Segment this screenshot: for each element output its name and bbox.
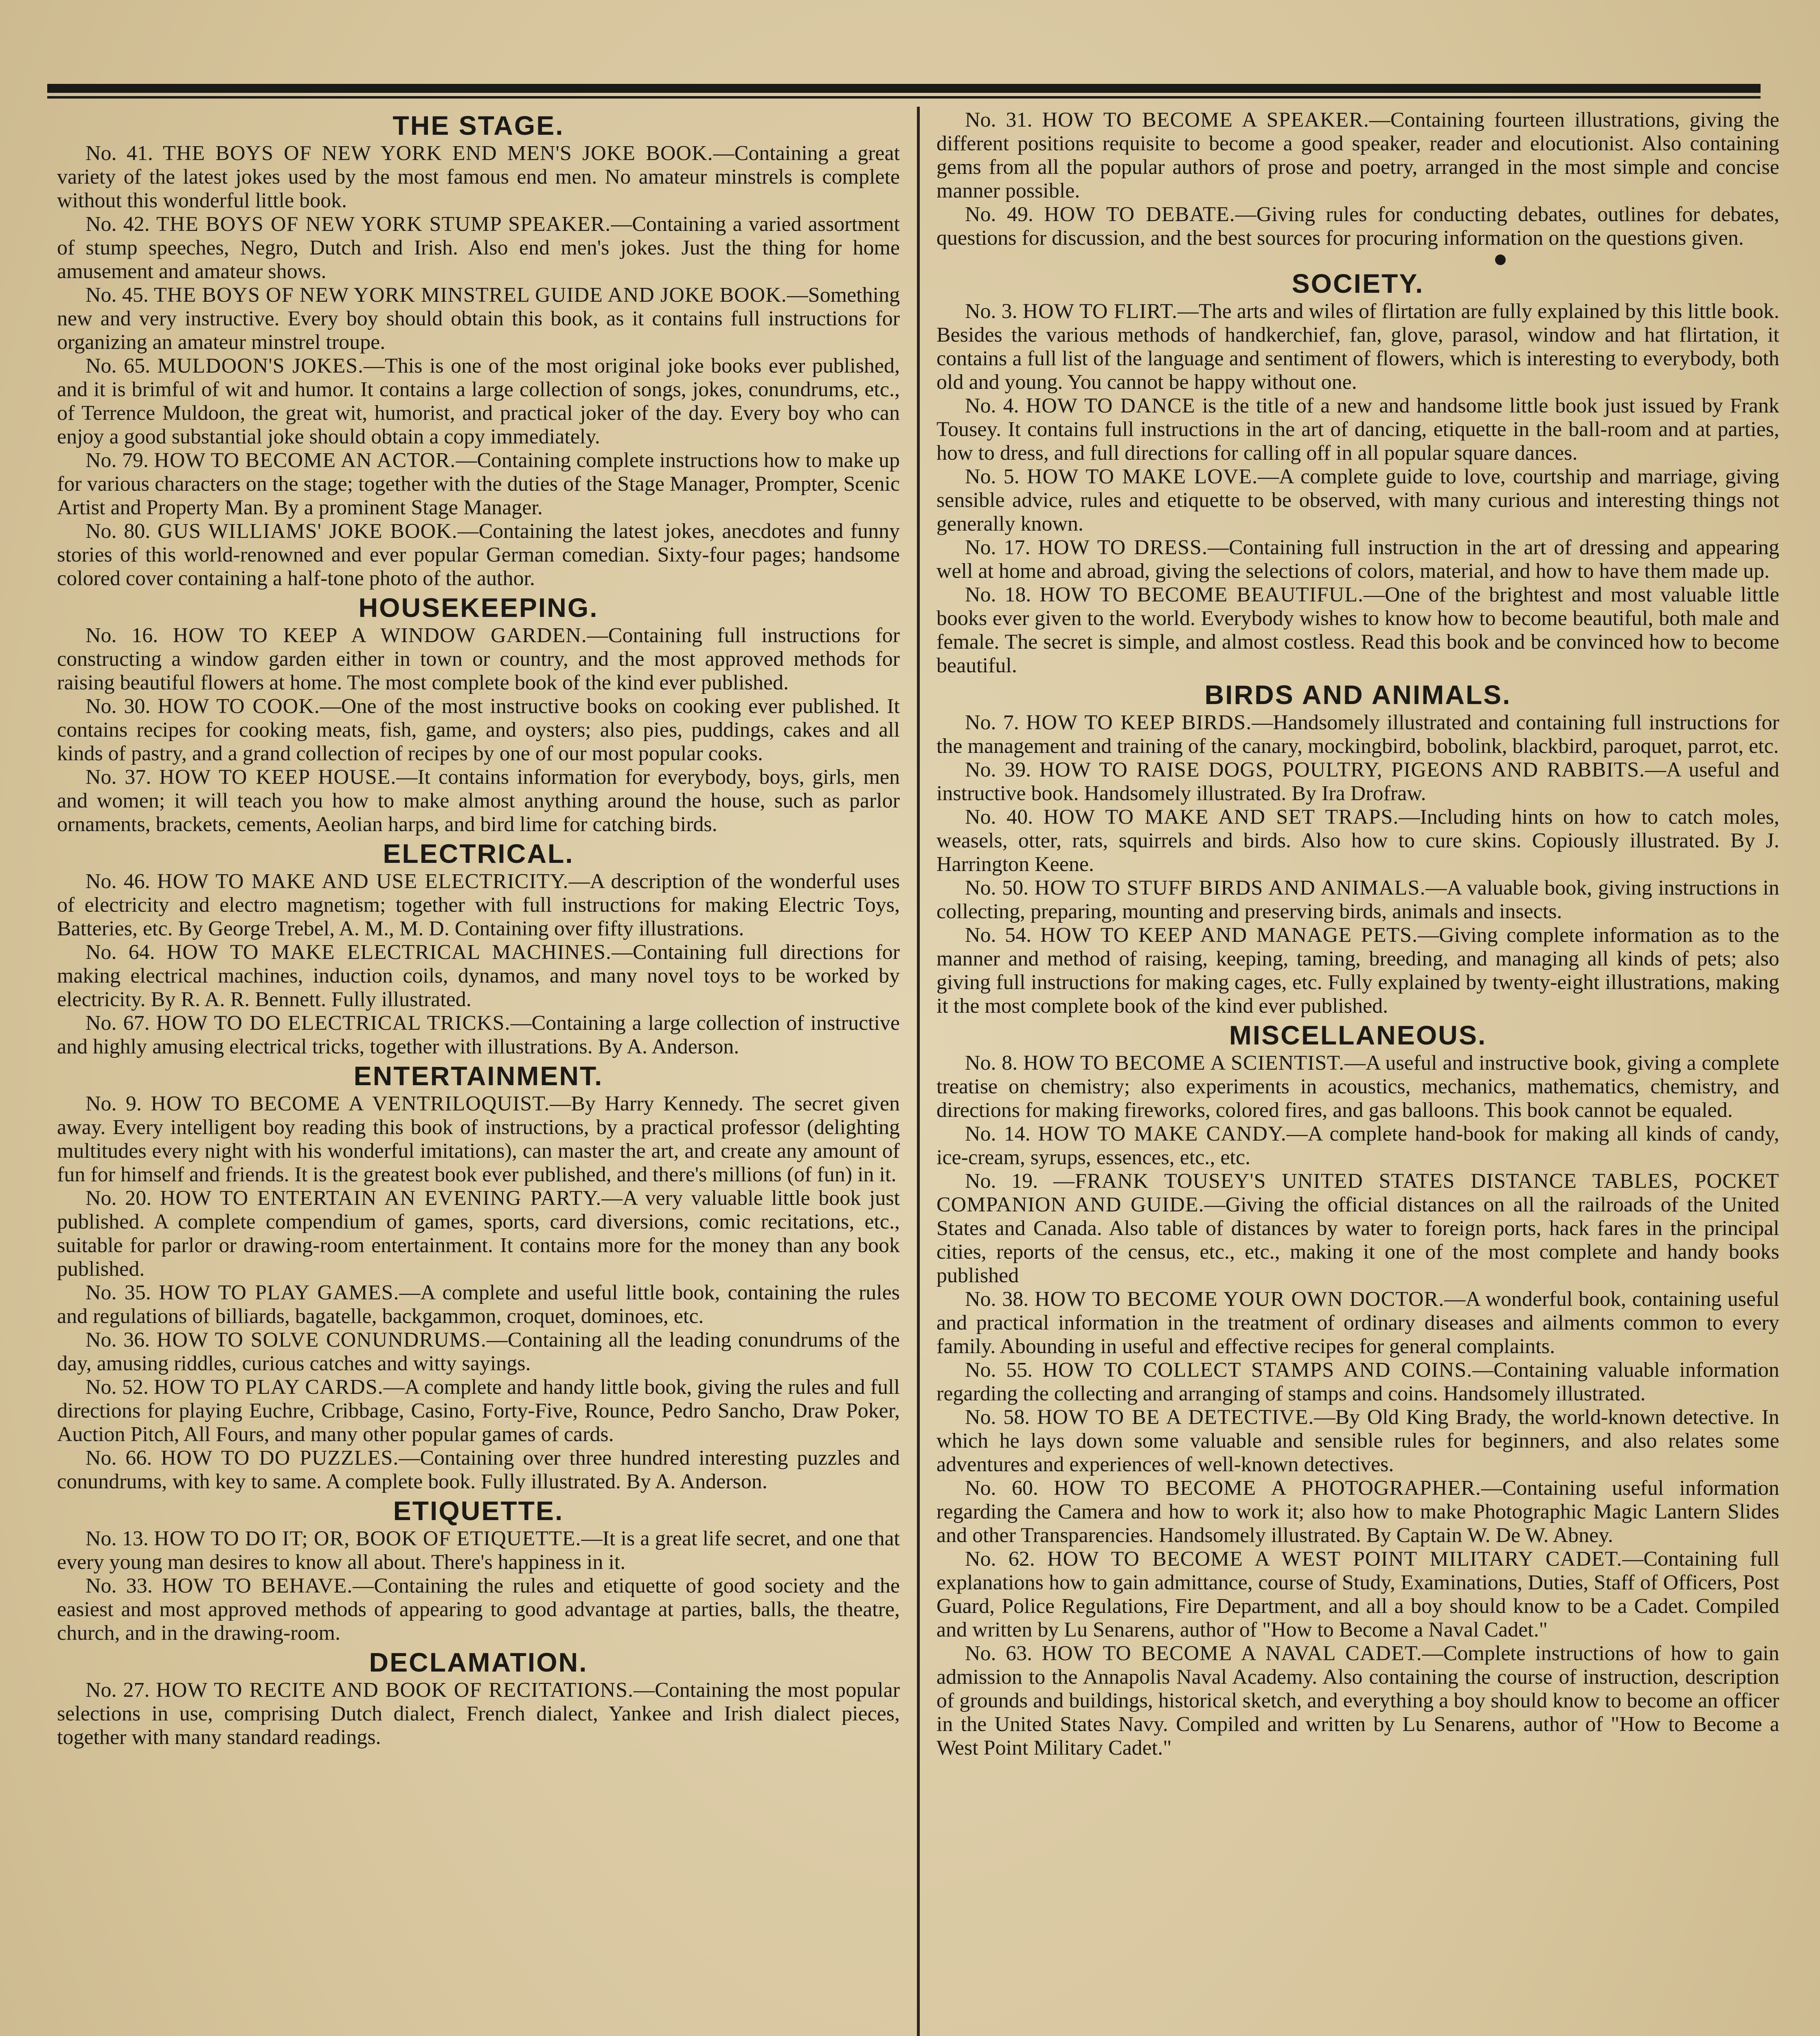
book-entry — [57, 1092, 900, 1187]
book-number: No. 5. — [965, 465, 1020, 488]
book-entry — [57, 624, 900, 695]
book-entry — [936, 1358, 1779, 1406]
book-title: HOW TO KEEP BIRDS. — [1026, 711, 1252, 734]
book-description: —A very valuable little book just published. A complete compendium of games, sports, card diversions, comic recitations, etc., suitable for parlor or drawing-room entertainment. It contains more for the money than any book published. — [57, 1187, 900, 1281]
book-title: HOW TO BECOME A PHOTOGRAPHER. — [1054, 1477, 1481, 1500]
book-entry — [57, 1328, 900, 1376]
book-number: No. 64. — [86, 941, 155, 964]
bullet-ornament — [936, 250, 1779, 266]
book-title: THE BOYS OF NEW YORK END MEN'S JOKE BOOK. — [162, 142, 713, 165]
book-description: —Containing full directions for making electrical machines, induction coils, dynamos, and many novel toys to be worked by electricity. By R. A. R. Bennett. Fully illustrated. — [57, 941, 900, 1011]
book-entry — [936, 1288, 1779, 1358]
book-description: —A useful and instructive book. Handsomely illustrated. By Ira Drofraw. — [936, 758, 1779, 805]
book-description: —A complete guide to love, courtship and marriage, giving sensible advice, rules and etiquette to be observed, with many curious and interesting things not generally known. — [936, 465, 1779, 535]
book-entry — [57, 1574, 900, 1645]
section-title-etiquette: ETIQUETTE. — [393, 1496, 564, 1526]
book-entry — [57, 520, 900, 590]
book-number: No. 8. — [965, 1051, 1018, 1075]
book-number: No. 16. — [86, 624, 158, 647]
book-entry — [936, 1477, 1779, 1547]
top-rule-thin — [47, 96, 1761, 99]
book-title: HOW TO RECITE AND BOOK OF RECITATIONS. — [156, 1678, 634, 1702]
book-entry — [936, 1547, 1779, 1642]
top-rule-thick — [47, 84, 1761, 93]
book-description: —Containing a varied assortment of stump speeches, Negro, Dutch and Irish. Also end men's jokes. Just the thing for home amusement and amateur shows. — [57, 213, 900, 283]
book-description: —Containing the rules and etiquette of good society and the easiest and most approved methods of appearing to good advantage at parties, balls, the theatre, church, and in the drawing-room. — [57, 1574, 900, 1645]
book-description: —A wonderful book, containing useful and practical information in the treatment of ordinary diseases and ailments common to every family. Abounding in useful and effective recipes for general complaints. — [936, 1288, 1779, 1358]
book-title: HOW TO MAKE AND USE ELECTRICITY. — [157, 870, 569, 893]
section-title-society: SOCIETY. — [1292, 268, 1424, 298]
book-number: No. 58. — [965, 1406, 1030, 1429]
book-description: —A description of the wonderful uses of electricity and electro magnetism; together with full instructions for making Electric Toys, Batteries, etc. By George Trebel, A. M., M. D. Containing over fifty illustrations. — [57, 870, 900, 940]
book-title: HOW TO BECOME A VENTRILOQUIST. — [151, 1092, 550, 1115]
book-title: HOW TO BE A DETECTIVE. — [1037, 1406, 1314, 1429]
book-number: No. 36. — [86, 1328, 150, 1351]
book-entry — [936, 805, 1779, 876]
book-entry — [936, 203, 1779, 250]
book-description: —Containing valuable information regarding the collecting and arranging of stamps and coins. Handsomely illustrated. — [936, 1358, 1779, 1405]
book-number: No. 19. — [965, 1169, 1038, 1193]
book-number: No. 39. — [965, 758, 1031, 781]
book-description: —A complete and handy little book, giving the rules and full directions for playing Euchre, Cribbage, Casino, Forty-Five, Rounce, Pedro Sancho, Draw Poker, Auction Pitch, All Fours, and many other popular games of cards. — [57, 1376, 900, 1446]
book-title: HOW TO DANCE — [1026, 394, 1195, 417]
book-description: —By Old King Brady, the world-known detective. In which he lays down some valuable and sensible rules for beginners, and also relates some adventures and experiences of well-known detectives. — [936, 1406, 1779, 1476]
book-entry — [57, 941, 900, 1011]
book-title: HOW TO COLLECT STAMPS AND COINS. — [1042, 1358, 1473, 1382]
book-entry — [936, 924, 1779, 1018]
book-title: GUS WILLIAMS' JOKE BOOK. — [157, 520, 458, 543]
book-number: No. 35. — [86, 1281, 151, 1304]
book-number: No. 20. — [86, 1187, 152, 1210]
book-title: MULDOON'S JOKES. — [157, 354, 364, 377]
book-description: —Containing full explanations how to gain admittance, course of Study, Examinations, Duties, Staff of Officers, Post Guard, Police Regulations, Fire Department, and all a boy should know to be a Cadet. Compiled and written by Lu Senarens, author of "How to Become a Naval Cadet." — [936, 1547, 1779, 1641]
book-entry — [936, 465, 1779, 536]
right-column — [936, 108, 1779, 2036]
book-description: —Containing over three hundred interesting puzzles and conundrums, with key to same. A complete book. Fully illustrated. By A. Anderson. — [57, 1446, 900, 1493]
book-number: No. 33. — [86, 1574, 153, 1597]
book-description: —Complete instructions of how to gain admission to the Annapolis Naval Academy. Also containing the course of instruction, description of grounds and buildings, historical sketch, and everything a boy should know to become an officer in the United States Navy. Compiled and written by Lu Senarens, author of "How to Become a West Point Military Cadet." — [936, 1642, 1779, 1760]
book-title: HOW TO DRESS. — [1038, 536, 1208, 559]
section-title-declamation: DECLAMATION. — [369, 1647, 588, 1677]
book-title: HOW TO DO PUZZLES. — [161, 1446, 399, 1470]
book-title: THE BOYS OF NEW YORK STUMP SPEAKER. — [156, 213, 611, 236]
book-title: HOW TO BECOME YOUR OWN DOCTOR. — [1034, 1288, 1445, 1311]
book-number: No. 18. — [965, 583, 1031, 606]
book-description: —A complete and useful little book, containing the rules and regulations of billiards, bagatelle, backgammon, croquet, dominoes, etc. — [57, 1281, 900, 1328]
section-title-electrical: ELECTRICAL. — [383, 838, 574, 869]
section-title-the-stage: THE STAGE. — [393, 110, 564, 140]
book-entry — [936, 536, 1779, 583]
book-number: No. 3. — [965, 300, 1017, 323]
book-description: —One of the most instructive books on cooking ever published. It contains recipes for cooking meats, fish, game, and oysters; also pies, puddings, cakes and all kinds of pastry, and a grand collection of recipes by one of our most popular cooks. — [57, 695, 900, 765]
book-description: —Containing a large collection of instructive and highly amusing electrical tricks, together with illustrations. By A. Anderson. — [57, 1011, 900, 1058]
book-entry — [57, 695, 900, 766]
book-entry — [936, 876, 1779, 924]
book-entry — [936, 108, 1779, 203]
book-description: is the title of a new and handsome little book just issued by Frank Tousey. It contains full instructions in the art of dancing, etiquette in the ball-room and at parties, how to dress, and full directions for calling off in all popular square dances. — [936, 394, 1779, 465]
book-number: No. 66. — [86, 1446, 152, 1470]
book-entry — [936, 394, 1779, 465]
book-title: HOW TO BECOME A SPEAKER. — [1042, 108, 1369, 132]
book-entry — [57, 1678, 900, 1749]
book-entry — [936, 711, 1779, 758]
book-number: No. 55. — [965, 1358, 1033, 1382]
book-description: —Containing the most popular selections in use, comprising Dutch dialect, French dialect, Yankee and Irish dialect pieces, together with many standard readings. — [57, 1678, 900, 1749]
left-column — [57, 108, 900, 2036]
book-entry — [57, 766, 900, 836]
book-entry — [936, 758, 1779, 805]
book-title: HOW TO BECOME A NAVAL CADET. — [1042, 1642, 1422, 1665]
book-title: HOW TO BECOME AN ACTOR. — [154, 449, 456, 472]
book-number: No. 65. — [86, 354, 151, 377]
book-title: HOW TO BECOME A SCIENTIST. — [1023, 1051, 1345, 1075]
book-description: —Containing complete instructions how to make up for various characters on the stage; together with the duties of the Stage Manager, Prompter, Scenic Artist and Property Man. By a prominent Stage Manager. — [57, 449, 900, 519]
book-number: No. 54. — [965, 924, 1032, 947]
book-description: —The arts and wiles of flirtation are fully explained by this little book. Besides the various methods of handkerchief, fan, glove, parasol, window and hat flirtation, it contains a full list of the language and sentiment of flowers, which is interesting to everybody, both old and young. You cannot be happy without one. — [936, 300, 1779, 394]
book-entry — [57, 1187, 900, 1281]
book-number: No. 79. — [86, 449, 149, 472]
book-description: —Handsomely illustrated and containing full instructions for the management and training of the canary, mockingbird, bobolink, blackbird, paroquet, parrot, etc. — [936, 711, 1779, 758]
book-description: —This is one of the most original joke books ever published, and it is brimful of wit and humor. It contains a large collection of songs, jokes, conundrums, etc., of Terrence Muldoon, the great wit, humorist, and practical joker of the day. Every boy who can enjoy a good substantial joke should obtain a copy immediately. — [57, 354, 900, 448]
book-number: No. 50. — [965, 876, 1029, 900]
book-number: No. 67. — [86, 1011, 150, 1035]
book-title: HOW TO PLAY CARDS. — [153, 1376, 384, 1399]
book-title: HOW TO BECOME A WEST POINT MILITARY CADET. — [1047, 1547, 1623, 1571]
book-title: —FRANK TOUSEY'S UNITED STATES DISTANCE TABLES, POCKET COMPANION AND GUIDE. — [936, 1169, 1779, 1216]
book-entry — [57, 1446, 900, 1494]
book-number: No. 27. — [86, 1678, 150, 1702]
book-title: HOW TO ENTERTAIN AN EVENING PARTY. — [160, 1187, 602, 1210]
book-description: —Containing useful information regarding the Camera and how to work it; also how to make Photographic Magic Lantern Slides and other Transparencies. Handsomely illustrated. By Captain W. De W. Abney. — [936, 1477, 1779, 1547]
book-title: HOW TO KEEP AND MANAGE PETS. — [1040, 924, 1418, 947]
book-entry — [57, 870, 900, 941]
book-description: —A complete hand-book for making all kinds of candy, ice-cream, syrups, essences, etc., etc. — [936, 1122, 1779, 1169]
book-title: THE BOYS OF NEW YORK MINSTREL GUIDE AND JOKE BOOK. — [153, 283, 787, 307]
book-description: —Containing fourteen illustrations, giving the different positions requisite to become a good speaker, reader and elocutionist. Also containing gems from all the popular authors of prose and poetry, arranged in the most simple and concise manner possible. — [936, 108, 1779, 202]
book-number: No. 45. — [86, 283, 149, 307]
book-title: HOW TO COOK. — [158, 695, 320, 718]
book-entry — [936, 583, 1779, 678]
book-title: HOW TO STUFF BIRDS AND ANIMALS. — [1034, 876, 1426, 900]
book-description: —It is a great life secret, and one that every young man desires to know all about. There's happiness in it. — [57, 1527, 900, 1574]
book-number: No. 80. — [86, 520, 151, 543]
book-title: HOW TO DEBATE. — [1044, 203, 1235, 226]
book-description: —By Harry Kennedy. The secret given away. Every intelligent boy reading this book of instructions, by a practical professor (delighting multitudes every night with his wonderful imitations), can master the art, and create any amount of fun for himself and friends. It is the greatest book ever published, and there's millions (of fun) in it. — [57, 1092, 900, 1186]
book-title: HOW TO MAKE ELECTRICAL MACHINES. — [167, 941, 612, 964]
book-title: HOW TO SOLVE CONUNDRUMS. — [156, 1328, 487, 1351]
book-title: HOW TO BEHAVE. — [162, 1574, 353, 1597]
book-entry — [57, 1011, 900, 1059]
section-title-miscellaneous: MISCELLANEOUS. — [1229, 1020, 1487, 1050]
book-title: HOW TO KEEP A WINDOW GARDEN. — [173, 624, 587, 647]
book-description: —Giving rules for conducting debates, outlines for debates, questions for discussion, and the best sources for procuring information on the questions given. — [936, 203, 1779, 250]
book-number: No. 52. — [86, 1376, 149, 1399]
book-number: No. 17. — [965, 536, 1031, 559]
book-title: HOW TO DO ELECTRICAL TRICKS. — [156, 1011, 511, 1035]
book-description: —One of the brightest and most valuable little books ever given to the world. Everybody wishes to know how to become beautiful, both male and female. The secret is simple, and almost costless. Read this book and be convinced how to become beautiful. — [936, 583, 1779, 677]
book-description: —Containing full instructions for constructing a window garden either in town or country, and the most approved methods for raising beautiful flowers at home. The most complete book of the kind ever published. — [57, 624, 900, 694]
book-entry — [57, 283, 900, 354]
book-title: HOW TO MAKE AND SET TRAPS. — [1043, 805, 1399, 829]
book-description: —Containing a great variety of the latest jokes used by the most famous end men. No amateur minstrels is complete without this wonderful little book. — [57, 142, 900, 212]
book-description: —Including hints on how to catch moles, weasels, otter, rats, squirrels and birds. Also how to cure skins. Copiously illustrated. By J. Harrington Keene. — [936, 805, 1779, 876]
book-number: No. 13. — [86, 1527, 149, 1550]
book-title: HOW TO DO IT; OR, BOOK OF ETIQUETTE. — [153, 1527, 581, 1550]
book-description: —Containing full instruction in the art of dressing and appearing well at home and abroad, giving the selections of colors, material, and how to have them made up. — [936, 536, 1779, 583]
book-number: No. 7. — [965, 711, 1019, 734]
book-entry — [936, 1169, 1779, 1288]
book-entry — [57, 142, 900, 213]
book-number: No. 63. — [965, 1642, 1033, 1665]
book-title: HOW TO MAKE LOVE. — [1027, 465, 1258, 488]
book-entry — [936, 1051, 1779, 1122]
book-entry — [936, 1642, 1779, 1760]
book-entry — [57, 213, 900, 283]
book-entry — [57, 1376, 900, 1446]
book-title: HOW TO FLIRT. — [1022, 300, 1178, 323]
book-entry — [936, 1406, 1779, 1477]
book-entry — [57, 449, 900, 520]
book-description: —Giving the official distances on all the railroads of the United States and Canada. Also table of distances by water to foreign ports, hack fares in the principal cities, reports of the census, etc., etc., making it one of the most complete and handy books published — [936, 1193, 1779, 1287]
book-description: —A useful and instructive book, giving a complete treatise on chemistry; also experiments in acoustics, mechanics, mathematics, chemistry, and directions for making fireworks, colored fires, and gas balloons. This book cannot be equaled. — [936, 1051, 1779, 1122]
book-number: No. 40. — [965, 805, 1033, 829]
book-number: No. 38. — [965, 1288, 1029, 1311]
book-title: HOW TO KEEP HOUSE. — [159, 766, 397, 789]
book-description: —Giving complete information as to the manner and method of raising, keeping, taming, breeding, and managing all kinds of pets; also giving full instructions for making cages, etc. Fully explained by twenty-eight illustrations, making it the most complete book of the kind ever published. — [936, 924, 1779, 1018]
book-entry — [936, 300, 1779, 394]
book-number: No. 41. — [86, 142, 153, 165]
book-description: —It contains information for everybody, boys, girls, men and women; it will teach you how to make almost anything around the house, such as parlor ornaments, brackets, cements, Aeolian harps, and bird lime for catching birds. — [57, 766, 900, 836]
book-number: No. 42. — [86, 213, 150, 236]
book-title: HOW TO BECOME BEAUTIFUL. — [1039, 583, 1364, 606]
book-description: —Containing the latest jokes, anecdotes and funny stories of this world-renowned and ever popular German comedian. Sixty-four pages; handsome colored cover containing a half-tone photo of the author. — [57, 520, 900, 590]
section-title-birds-and-animals: BIRDS AND ANIMALS. — [1204, 680, 1511, 710]
book-description: —A valuable book, giving instructions in collecting, preparing, mounting and preserving birds, animals and insects. — [936, 876, 1779, 923]
book-description: —Containing all the leading conundrums of the day, amusing riddles, curious catches and witty sayings. — [57, 1328, 900, 1375]
book-number: No. 4. — [965, 394, 1019, 417]
book-number: No. 37. — [86, 766, 151, 789]
book-description: —Something new and very instructive. Every boy should obtain this book, as it contains full instructions for organizing an amateur minstrel troupe. — [57, 283, 900, 354]
book-number: No. 31. — [965, 108, 1033, 132]
book-number: No. 14. — [965, 1122, 1031, 1145]
book-number: No. 60. — [965, 1477, 1038, 1500]
section-title-entertainment: ENTERTAINMENT. — [353, 1061, 603, 1091]
book-entry — [936, 1122, 1779, 1169]
book-title: HOW TO PLAY GAMES. — [159, 1281, 399, 1304]
book-number: No. 46. — [86, 870, 150, 893]
book-title: HOW TO MAKE CANDY. — [1038, 1122, 1287, 1145]
column-divider — [917, 107, 920, 2036]
book-number: No. 30. — [86, 695, 151, 718]
book-number: No. 9. — [86, 1092, 142, 1115]
book-number: No. 49. — [965, 203, 1033, 226]
book-number: No. 62. — [965, 1547, 1035, 1571]
book-title: HOW TO RAISE DOGS, POULTRY, PIGEONS AND RABBITS. — [1039, 758, 1645, 781]
book-entry — [57, 1527, 900, 1574]
book-entry — [57, 1281, 900, 1328]
book-entry — [57, 354, 900, 449]
section-title-housekeeping: HOUSEKEEPING. — [358, 592, 599, 623]
